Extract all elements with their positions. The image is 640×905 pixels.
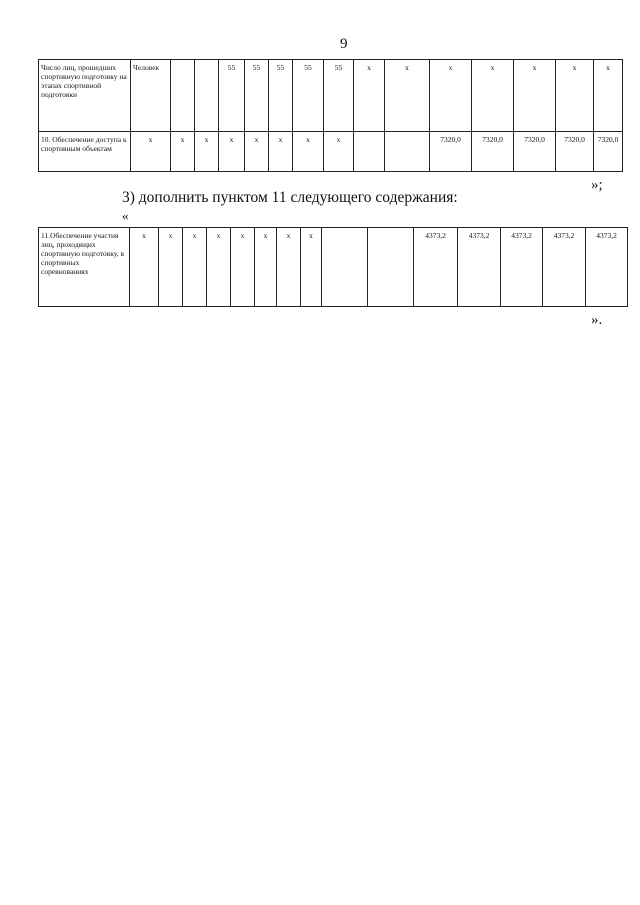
opening-quote: « (122, 208, 129, 223)
table-cell: х (245, 132, 269, 172)
table-cell: х (472, 60, 514, 132)
closing-quote: »; (591, 177, 603, 193)
table-cell (368, 228, 414, 307)
table-cell: х (195, 132, 219, 172)
table-cell: 55 (219, 60, 245, 132)
row-label: Число лиц, прошедших спортивную подготовку на этапах спортивной подготовки (39, 60, 131, 132)
table-cell: х (293, 132, 324, 172)
table-cell (195, 60, 219, 132)
table-cell: х (354, 60, 385, 132)
row-label: 11.Обеспечение участия лиц, проходящих спортивную подготовку, в спортивных соревнованиях (39, 228, 130, 307)
table-cell: х (556, 60, 594, 132)
table-cell: 55 (293, 60, 324, 132)
table-cell: 7320,0 (472, 132, 514, 172)
table-cell: 4373,2 (501, 228, 543, 307)
table-row (39, 132, 623, 172)
table-cell: х (255, 228, 277, 307)
table-cell: х (231, 228, 255, 307)
page-number: 9 (340, 36, 348, 52)
table-cell (385, 132, 430, 172)
table-cell: х (385, 60, 430, 132)
table-cell: х (269, 132, 293, 172)
amendment-text: 3) дополнить пунктом 11 следующего содержания: (122, 189, 458, 206)
table-indicators-continued (38, 59, 623, 172)
table-cell (171, 60, 195, 132)
table-cell: 4373,2 (458, 228, 501, 307)
unit-cell: Человек (131, 60, 171, 132)
closing-quote: ». (591, 312, 603, 328)
table-cell: 7320,0 (430, 132, 472, 172)
row-label: 10. Обеспечение доступа к спортивным объектам (39, 132, 131, 172)
unit-cell: х (131, 132, 171, 172)
table-cell (322, 228, 368, 307)
table-cell: х (159, 228, 183, 307)
table-cell: 7320,0 (514, 132, 556, 172)
table-row (39, 228, 628, 307)
table-cell: х (171, 132, 195, 172)
table-cell: х (514, 60, 556, 132)
table-cell: 55 (324, 60, 354, 132)
table-cell: 55 (245, 60, 269, 132)
table-cell: 55 (269, 60, 293, 132)
table-cell: х (301, 228, 322, 307)
table-cell: 7320,0 (556, 132, 594, 172)
table-cell: х (594, 60, 623, 132)
table-cell: х (207, 228, 231, 307)
table-cell: х (183, 228, 207, 307)
table-cell: 4373,2 (586, 228, 628, 307)
table-cell: х (130, 228, 159, 307)
table-cell: 4373,2 (543, 228, 586, 307)
table-new-item-11 (38, 227, 628, 307)
table-cell: х (277, 228, 301, 307)
table-cell: 4373,2 (414, 228, 458, 307)
table-cell: х (430, 60, 472, 132)
table-cell: х (324, 132, 354, 172)
table-row (39, 60, 623, 132)
table-cell: 7320,0 (594, 132, 623, 172)
table-cell (354, 132, 385, 172)
table-cell: х (219, 132, 245, 172)
